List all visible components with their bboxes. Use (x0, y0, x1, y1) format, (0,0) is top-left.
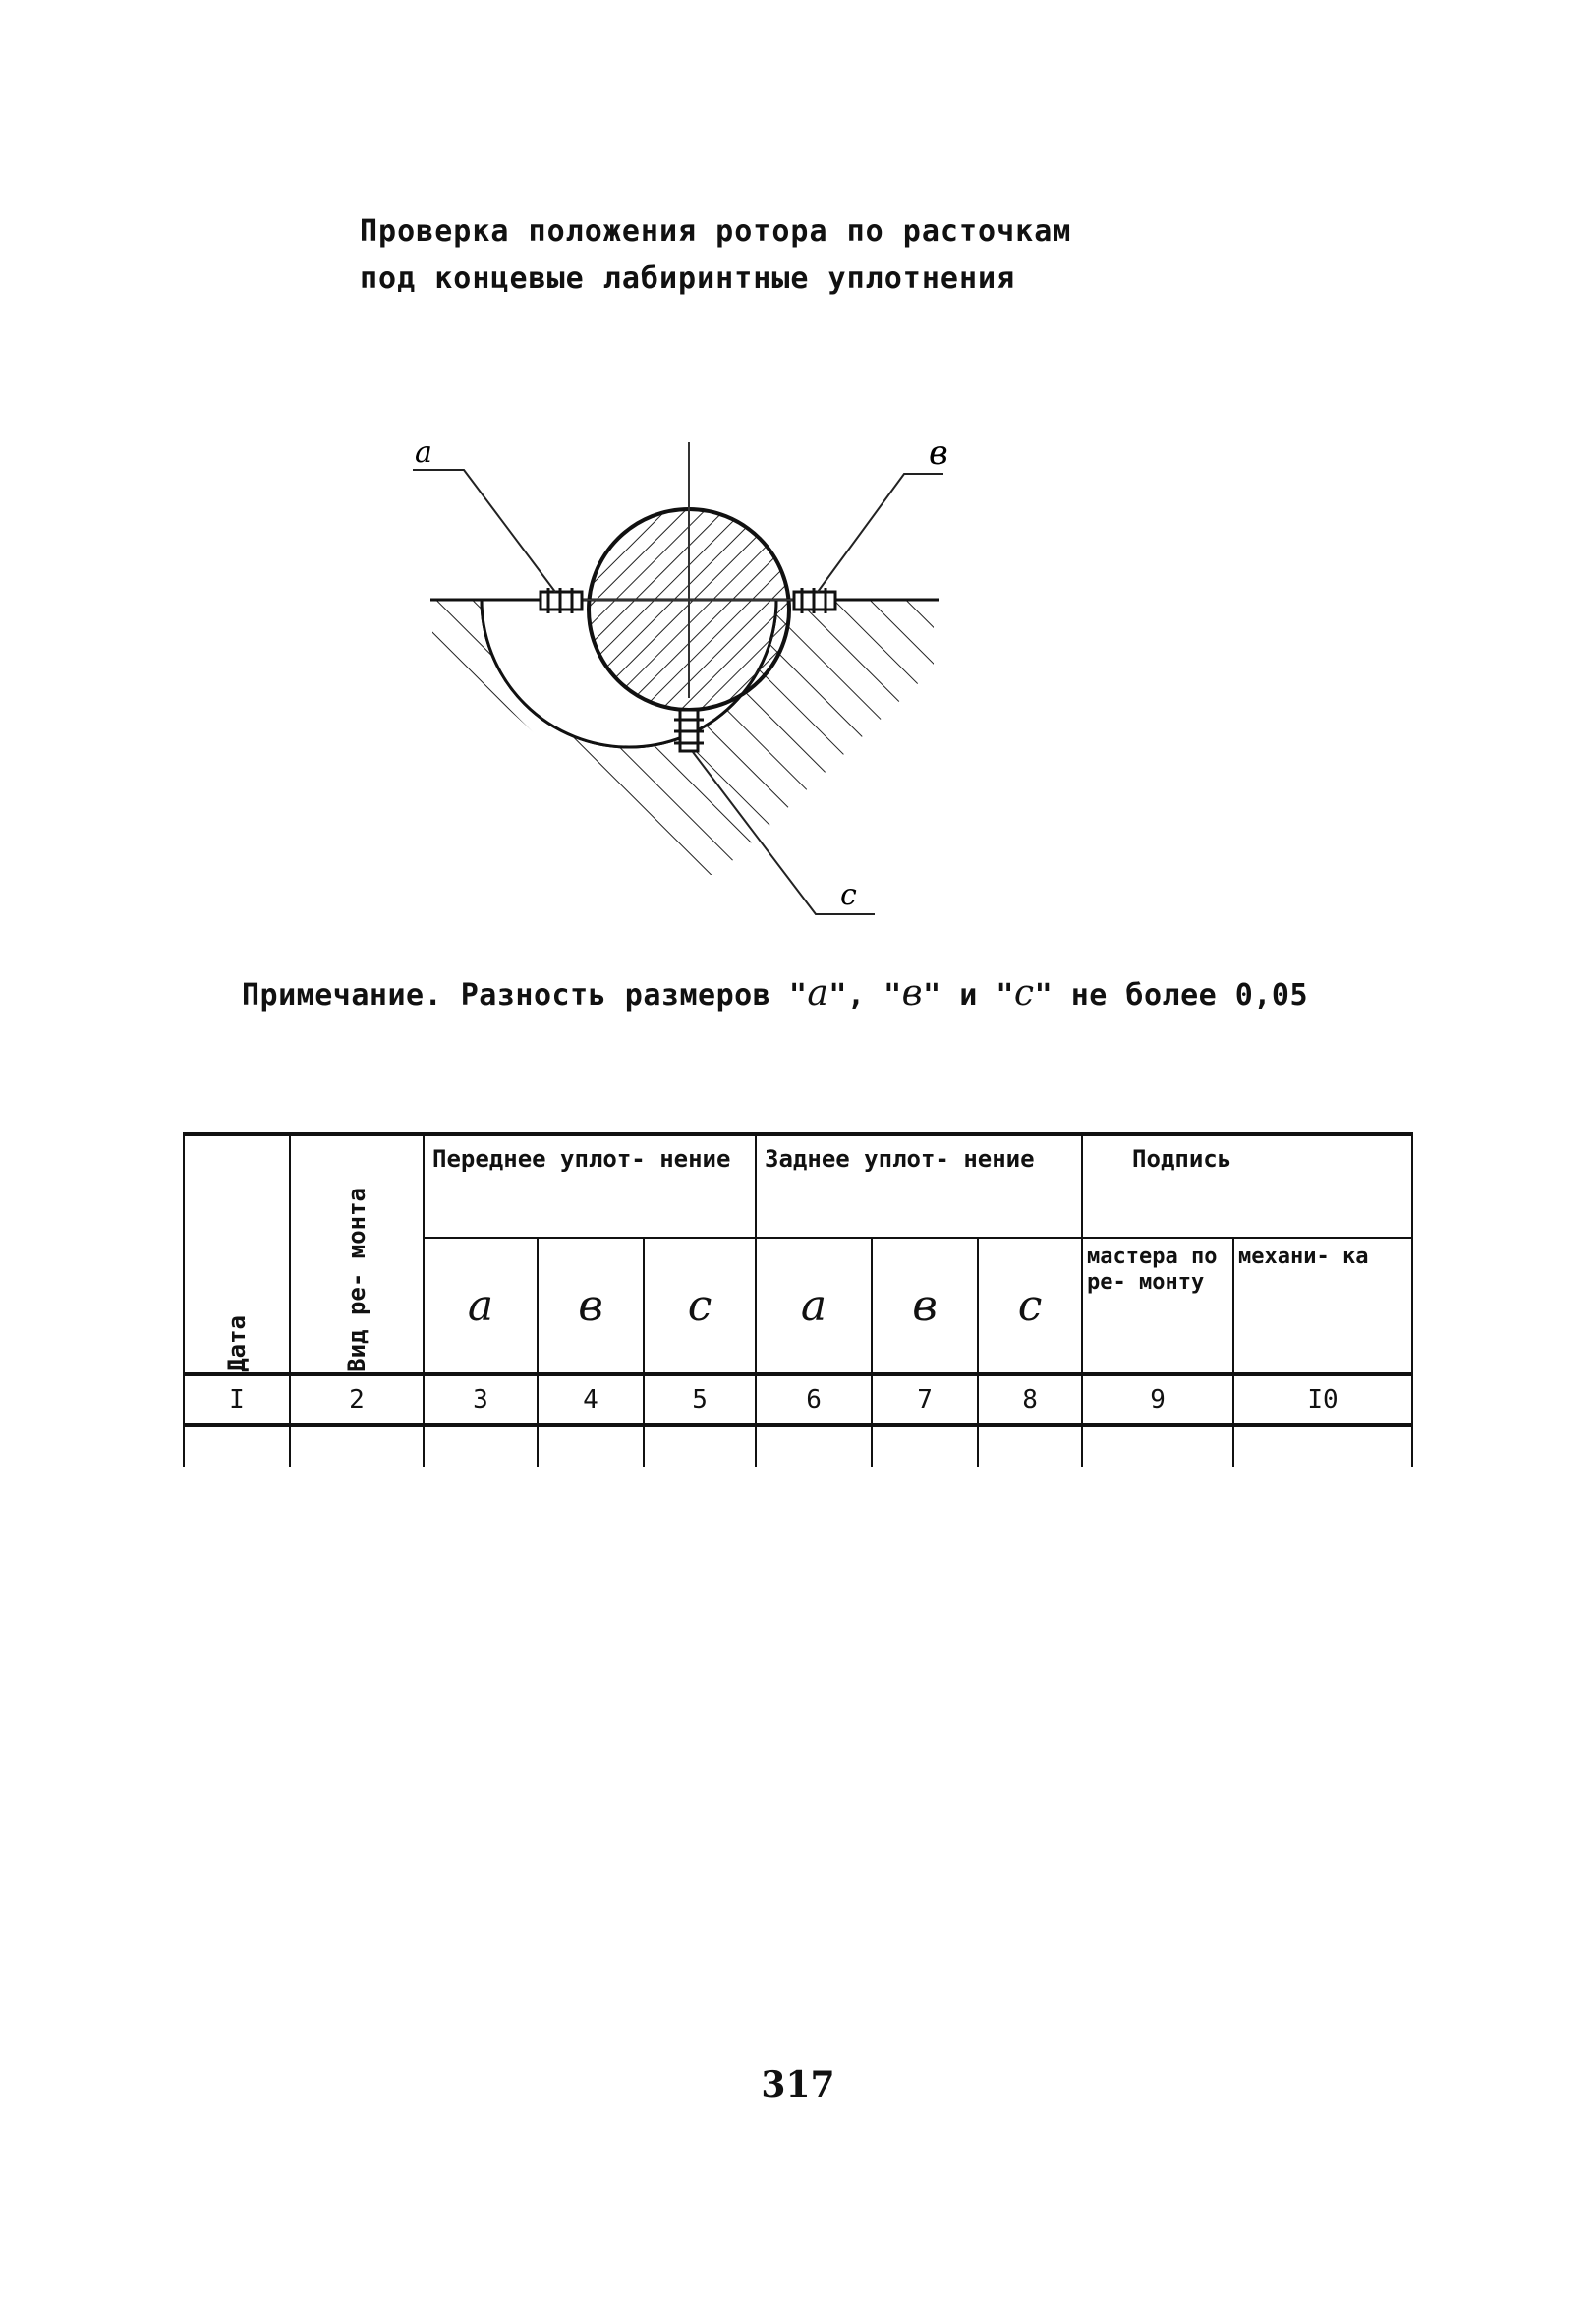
label-a: a (415, 435, 432, 470)
title-line-1: Проверка положения ротора по расточкам (360, 214, 1072, 249)
entry-cell[interactable] (538, 1425, 644, 1467)
header-repair-type: Вид ре- монта (290, 1134, 424, 1374)
title-line-2: под концевые лабиринтные уплотнения (360, 261, 1016, 296)
col-number: 3 (424, 1374, 538, 1425)
entry-cell[interactable] (978, 1425, 1082, 1467)
header-rear-a: a (756, 1238, 872, 1374)
header-rear-c: c (978, 1238, 1082, 1374)
header-sig-mechanic: механи- ка (1233, 1238, 1412, 1374)
rotor-position-diagram (393, 413, 983, 944)
col-number: 7 (872, 1374, 978, 1425)
entry-cell[interactable] (290, 1425, 424, 1467)
gauge-c (674, 710, 704, 751)
col-number: 9 (1082, 1374, 1233, 1425)
header-sig-master: мастера по ре- монту (1082, 1238, 1233, 1374)
entry-cell[interactable] (1082, 1425, 1233, 1467)
gauge-a (541, 588, 582, 613)
entry-cell[interactable] (644, 1425, 756, 1467)
col-number: I0 (1233, 1374, 1412, 1425)
col-number: 2 (290, 1374, 424, 1425)
page-number: 317 (761, 2064, 835, 2106)
col-number: 4 (538, 1374, 644, 1425)
col-number: 5 (644, 1374, 756, 1425)
header-rear-b: в (872, 1238, 978, 1374)
header-signature: Подпись (1082, 1134, 1412, 1238)
note-sep-2: " и " (923, 978, 1014, 1013)
note-prefix: Примечание. Разность размеров " (242, 978, 808, 1013)
label-b: в (929, 434, 948, 473)
repair-log-table (183, 1132, 1413, 1467)
column-numbers-row (184, 1374, 1412, 1425)
label-c: c (840, 878, 857, 912)
note-c: c (1013, 973, 1035, 1014)
header-front-b: в (538, 1238, 644, 1374)
empty-entry-row (184, 1425, 1412, 1467)
note-a: a (807, 973, 829, 1014)
note-sep-1: ", " (828, 978, 902, 1013)
entry-cell[interactable] (756, 1425, 872, 1467)
entry-cell[interactable] (872, 1425, 978, 1467)
header-front-c: c (644, 1238, 756, 1374)
gauge-b (794, 588, 835, 613)
header-rear-seal: Заднее уплот- нение (756, 1134, 1082, 1238)
page-title (360, 208, 1071, 303)
note (242, 973, 1308, 1014)
header-date: Дата (184, 1134, 290, 1374)
col-number: I (184, 1374, 290, 1425)
entry-cell[interactable] (424, 1425, 538, 1467)
entry-cell[interactable] (1233, 1425, 1412, 1467)
header-front-seal: Переднее уплот- нение (424, 1134, 756, 1238)
entry-cell[interactable] (184, 1425, 290, 1467)
header-front-a: a (424, 1238, 538, 1374)
note-b: в (901, 973, 924, 1014)
col-number: 8 (978, 1374, 1082, 1425)
note-suffix: " не более 0,05 (1034, 978, 1309, 1013)
col-number: 6 (756, 1374, 872, 1425)
